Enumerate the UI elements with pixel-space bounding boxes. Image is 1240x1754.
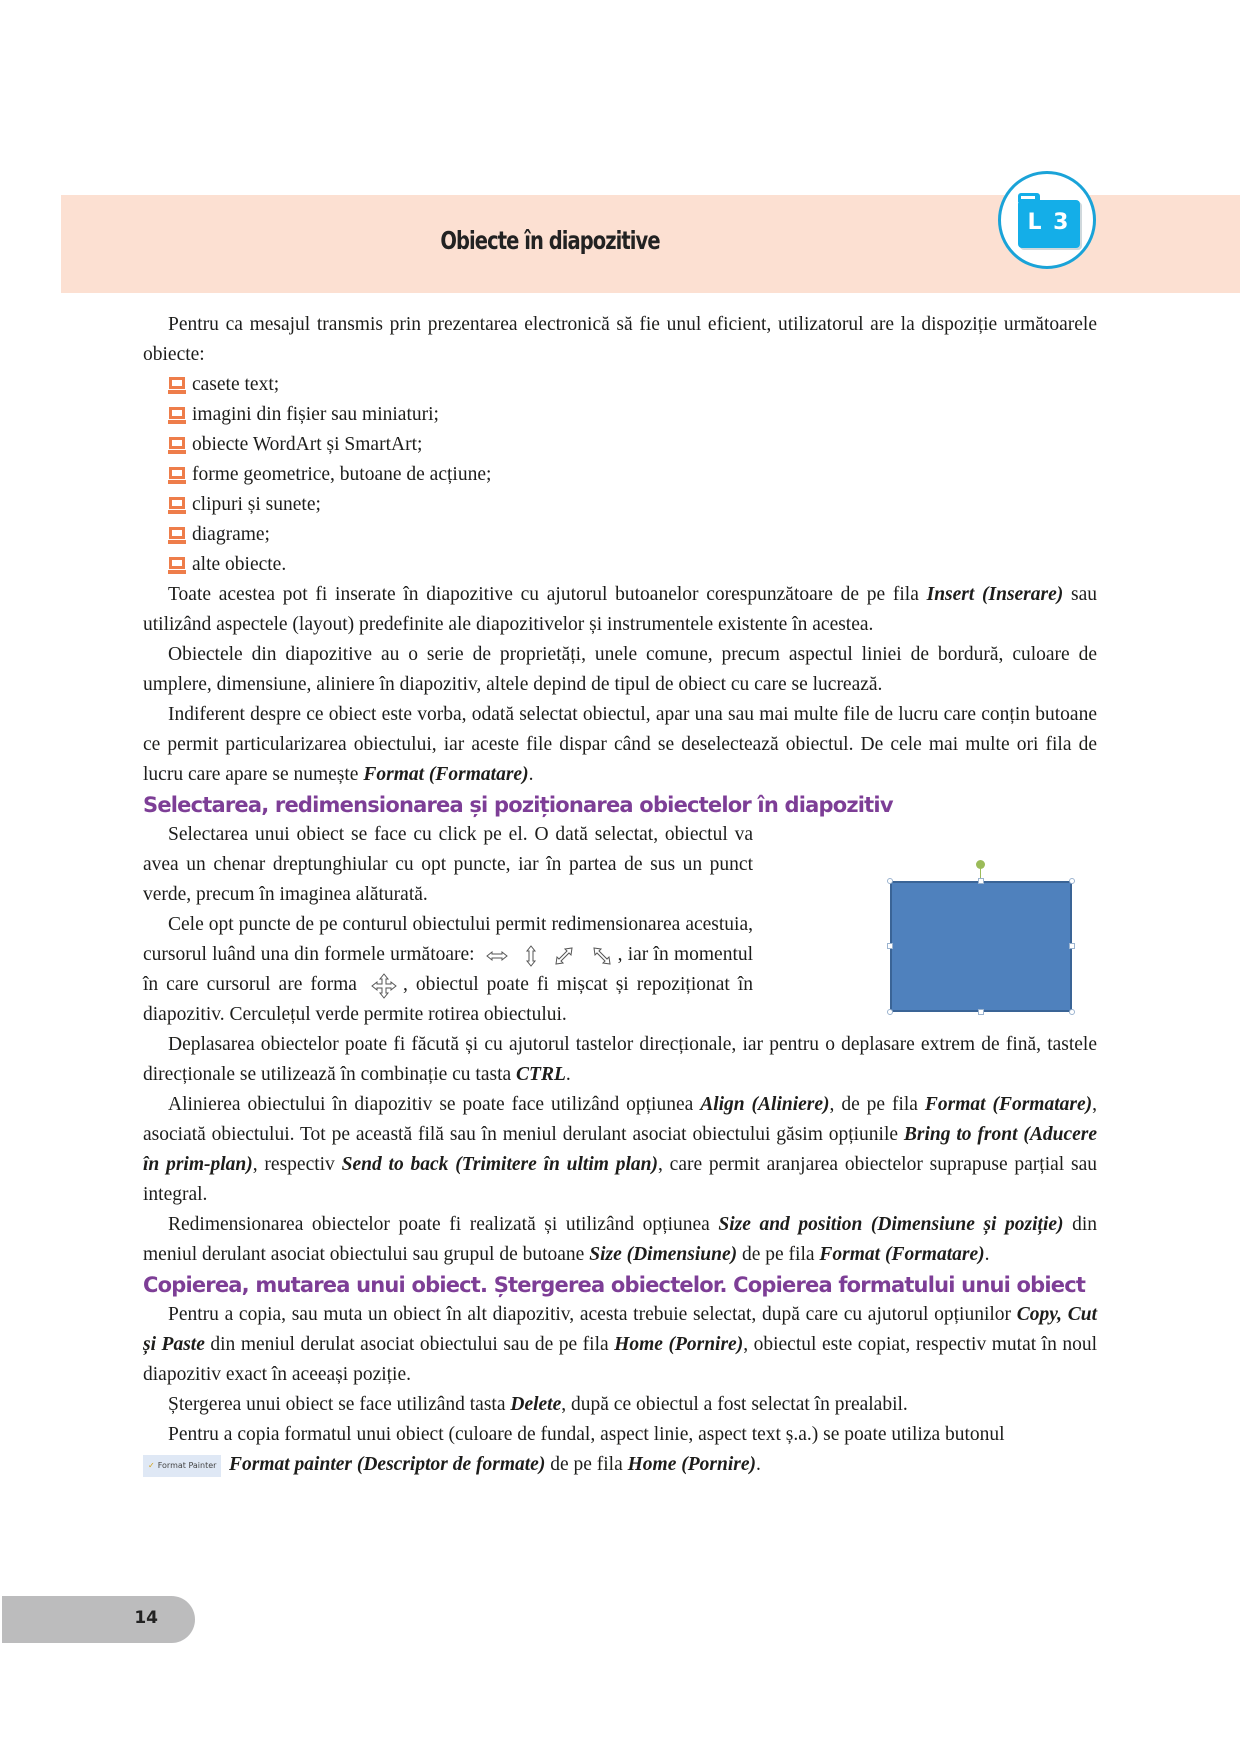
list-item: diagrame; (168, 520, 1097, 550)
computer-icon (168, 407, 186, 424)
paragraph: Pentru a copia formatul unui obiect (culoare de fundal, aspect linie, aspect text ș.a.) se poate utiliza butonul (168, 1424, 1005, 1445)
intro-paragraph: Pentru ca mesajul transmis prin prezentarea electronică să fie unul eficient, utilizatorul are la dispoziție următoarele obiecte: (143, 314, 1097, 365)
page-number: 14 (134, 1608, 158, 1628)
paragraph: Toate acestea pot fi inserate în diapozitive cu ajutorul butoanelor corespunzătoare de pe fila Insert (Inserare) sau utilizând aspectele (layout) predefinite ale diapozitivelor și instrumentele existente în acestea. (143, 584, 1097, 635)
resize-handle[interactable] (1069, 943, 1075, 949)
resize-handle[interactable] (978, 1009, 984, 1015)
paintbrush-icon: ✓ (148, 1460, 155, 1470)
resize-handle[interactable] (1069, 1009, 1075, 1015)
resize-diagonal-nw-icon (592, 946, 612, 966)
paragraph: Pentru a copia, sau muta un obiect în alt diapozitiv, acesta trebuie selectat, după care cu ajutorul opțiunilor Copy, Cut și Paste din meniul derulat asociat obiectului sau de pe fila Home (Pornire), obiectul este copiat, respectiv mutat în noul diapozitiv exact în aceeași poziție. (143, 1304, 1098, 1385)
paragraph: Ștergerea unui obiect se face utilizând tasta Delete, după ce obiectul a fost selectat în prealabil. (168, 1394, 908, 1415)
paragraph: Cele opt puncte de pe conturul obiectului permit redimensionarea acestuia, cursorul luând una din formele următoare: , iar în momentul în care cursorul are forma , obiectul poate fi mișcat și repoziționat în diapozitiv. Cerculețul verde permite rotirea obiectului. (143, 914, 754, 1025)
resize-horizontal-icon (486, 950, 508, 962)
paragraph: Obiectele din diapozitive au o serie de proprietăți, unele comune, precum aspectul liniei de bordură, culoare de umplere, dimensiune, aliniere în diapozitiv, altele depind de tipul de obiect cu care se lucrează. (143, 644, 1097, 695)
resize-handle[interactable] (887, 943, 893, 949)
lesson-label: L 3 (1027, 210, 1071, 235)
rotation-handle[interactable] (976, 860, 985, 869)
page-number-tab (2, 1596, 195, 1643)
folder-icon (1018, 200, 1080, 248)
section-heading: Copierea, mutarea unui obiect. Ștergerea obiectelor. Copierea formatului unui obiect (143, 1273, 1086, 1297)
list-item: imagini din fișier sau miniaturi; (168, 400, 1097, 430)
list-item: obiecte WordArt și SmartArt; (168, 430, 1097, 460)
resize-diagonal-ne-icon (554, 946, 574, 966)
move-cursor-icon (371, 973, 397, 999)
list-item: clipuri și sunete; (168, 490, 1097, 520)
resize-vertical-icon (525, 945, 537, 967)
paragraph: Indiferent despre ce obiect este vorba, odată selectat obiectul, apar una sau mai multe file de lucru care conțin butoane ce permit particularizarea obiectului, iar aceste file dispar când se deselectează obiectul. De cele mai multe ori fila de lucru care apare se numește Format (Formatare). (143, 704, 1097, 785)
paragraph: Selectarea unui obiect se face cu click pe el. O dată selectat, obiectul va avea un chenar dreptunghiular cu opt puncte, iar în partea de sus un punct verde, precum în imaginea alăturată. (143, 824, 753, 905)
format-painter-button[interactable]: ✓ Format Painter (143, 1455, 221, 1477)
list-item: forme geometrice, butoane de acțiune; (168, 460, 1097, 490)
computer-icon (168, 437, 186, 454)
object-list (143, 370, 1097, 580)
paragraph: Alinierea obiectului în diapozitiv se poate face utilizând opțiunea Align (Aliniere), de pe fila Format (Formatare), asociată obiectului. Tot pe această filă sau în meniul derulant asociat obiectului găsim opțiunile Bring to front (Aducere în prim-plan), respectiv Send to back (Trimitere în ultim plan), care permit aranjarea obiectelor suprapuse parțial sau integral. (143, 1094, 1098, 1205)
paragraph: Deplasarea obiectelor poate fi făcută și cu ajutorul tastelor direcționale, iar pentru o deplasare extrem de fină, tastele direcționale se utilizează în combinație cu tasta CTRL. (143, 1034, 1097, 1085)
computer-icon (168, 497, 186, 514)
computer-icon (168, 557, 186, 574)
computer-icon (168, 467, 186, 484)
resize-handle[interactable] (887, 878, 893, 884)
paragraph: Redimensionarea obiectelor poate fi realizată și utilizând opțiunea Size and position (Dimensiune și poziție) din meniul derulant asociat obiectului sau grupul de butoane Size (Dimensiune) de pe fila Format (Formatare). (143, 1214, 1097, 1265)
lesson-badge (998, 171, 1096, 269)
page-title: Obiecte în diapozitive (440, 226, 660, 255)
list-item: alte obiecte. (168, 550, 1097, 580)
resize-handle[interactable] (978, 878, 984, 884)
list-item: casete text; (168, 370, 1097, 400)
selected-rectangle-shape[interactable] (890, 881, 1072, 1012)
paragraph: ✓ Format Painter Format painter (Descriptor de formate) de pe fila Home (Pornire). (143, 1450, 1097, 1480)
computer-icon (168, 527, 186, 544)
computer-icon (168, 377, 186, 394)
resize-handle[interactable] (1069, 878, 1075, 884)
selection-text (143, 820, 753, 1030)
section-heading: Selectarea, redimensionarea și poziționarea obiectelor în diapozitiv (143, 793, 893, 817)
resize-handle[interactable] (887, 1009, 893, 1015)
